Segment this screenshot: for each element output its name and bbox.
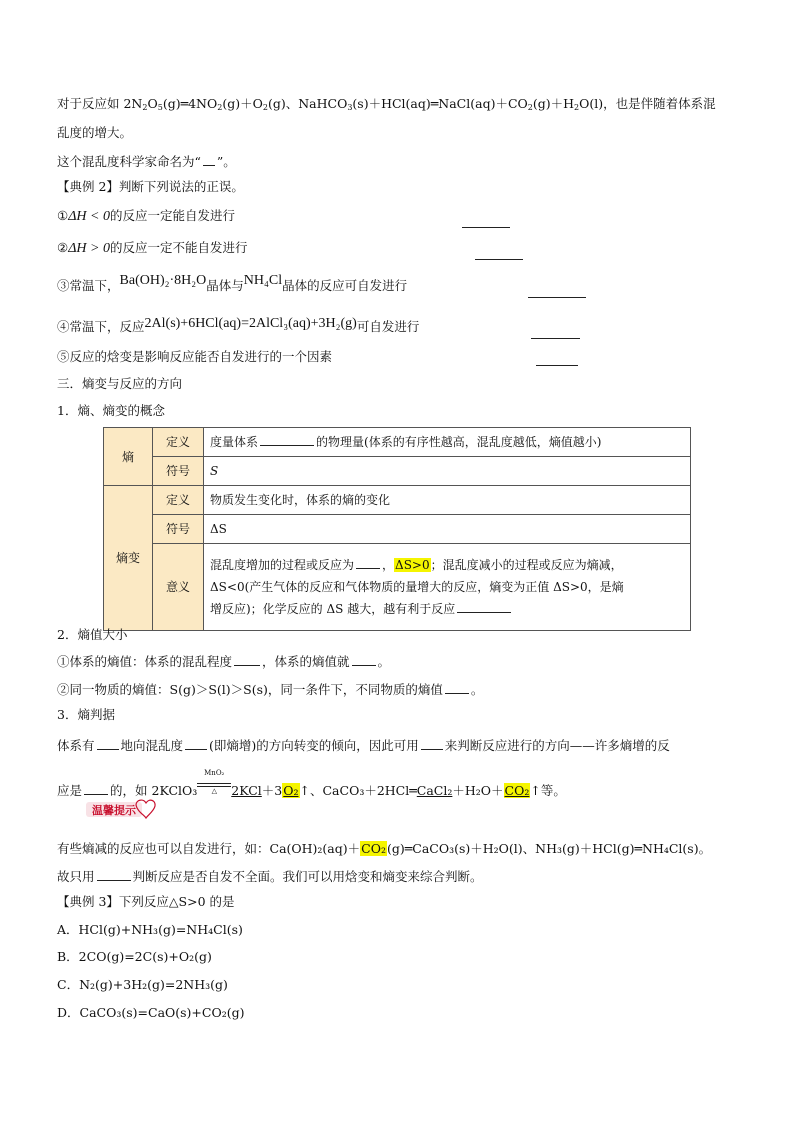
- intro-line-3: 这个混乱度科学家命名为“ ”。: [57, 154, 236, 169]
- table-row: [104, 428, 691, 457]
- entropy-label: 熵: [104, 428, 153, 486]
- table-row: [104, 515, 691, 544]
- section-3-sub-2: 2．熵值大小: [57, 627, 128, 642]
- answer-blank[interactable]: [445, 680, 469, 694]
- reaction-condition: MnO₂ △: [197, 764, 231, 795]
- example2-item-1: ①ΔH < 0的反应一定能自发进行: [57, 208, 236, 224]
- math-expression: ΔH > 0: [68, 241, 110, 256]
- entropy-value-item-2: ②同一物质的熵值：S(g)＞S(l)＞S(s)，同一条件下，不同物质的熵值 。: [57, 682, 484, 697]
- example2-title: 【典例 2】判断下列说法的正误。: [57, 179, 244, 194]
- entropy-change-meaning: [204, 544, 691, 631]
- heart-icon: [86, 796, 156, 822]
- highlight: ΔS>0: [395, 558, 430, 572]
- entropy-change-symbol: ΔS: [204, 515, 691, 544]
- option-d[interactable]: D．CaCO₃(s)=CaO(s)+CO₂(g): [57, 1005, 245, 1020]
- answer-blank[interactable]: [356, 555, 380, 569]
- entropy-value-item-1: ①体系的熵值：体系的混乱程度 ，体系的熵值就 。: [57, 654, 391, 669]
- intro-equation-2: $NaHCO_3(s)+HCl(aq)═NaCl(aq)+CO_2(g)+H_2O(l)$: [298, 96, 604, 112]
- section-3-sub-3: 3．熵判据: [57, 707, 115, 722]
- answer-blank[interactable]: [84, 781, 108, 795]
- option-c[interactable]: C．N₂(g)+3H₂(g)=2NH₃(g): [57, 977, 228, 992]
- section-3-sub-1: 1．熵、熵变的概念: [57, 403, 165, 418]
- highlight: CO₂: [504, 783, 530, 798]
- example2-item-5: ⑤反应的焓变是影响反应能否自发进行的一个因素: [57, 349, 333, 364]
- entropy-concept-table: [103, 427, 691, 631]
- table-row: [104, 457, 691, 486]
- row-label: 意义: [153, 544, 204, 631]
- answer-blank[interactable]: [203, 152, 215, 166]
- answer-line-3[interactable]: [528, 296, 586, 298]
- example2-item-3: ③常温下，Ba(OH)₂·8H₂O晶体与NH₄Cl晶体的反应可自发进行: [57, 273, 408, 293]
- row-label: 定义: [153, 428, 204, 457]
- entropy-change-definition: 物质发生变化时，体系的熵的变化: [204, 486, 691, 515]
- entropy-change-label: 熵变: [104, 486, 153, 631]
- answer-line-4[interactable]: [531, 337, 580, 339]
- section-3-title: 三．熵变与反应的方向: [57, 376, 183, 391]
- example2-item-2: ②ΔH > 0的反应一定不能自发进行: [57, 240, 248, 256]
- answer-blank[interactable]: [97, 867, 131, 881]
- answer-line-2[interactable]: [475, 258, 523, 260]
- math-expression: Ba(OH)₂·8H₂O: [119, 273, 207, 288]
- intro-line-1: 对于反应如 $2N_2O_5(g)═4NO_2(g)+O_2(g)$、$NaHCO_3(s)+HCl(aq)═NaCl(aq)+CO_2(g)+H_2O(l)$，也是伴随着体系混: [57, 96, 716, 112]
- answer-blank[interactable]: [234, 652, 260, 666]
- highlight: O₂: [283, 783, 299, 798]
- meaning-line-1: 混乱度增加的过程或反应为 ，ΔS>0；混乱度减小的过程或反应为熵减，: [210, 554, 684, 576]
- answer-blank[interactable]: [97, 736, 119, 750]
- option-a[interactable]: A．HCl(g)+NH₃(g)=NH₄Cl(s): [57, 922, 243, 937]
- math-expression: NH₄Cl: [243, 273, 283, 288]
- table-row: [104, 486, 691, 515]
- intro-equation-1: $2N_2O_5(g)═4NO_2(g)+O_2(g)$: [123, 96, 286, 112]
- answer-blank[interactable]: [421, 736, 443, 750]
- tip-line-2: 故只用 判断反应是否自发不全面。我们可以用焓变和熵变来综合判断。: [57, 869, 483, 884]
- option-b[interactable]: B．2CO(g)=2C(s)+O₂(g): [57, 949, 212, 964]
- answer-blank[interactable]: [185, 736, 207, 750]
- table-row: [104, 544, 691, 631]
- highlight: CO₂: [361, 841, 386, 856]
- entropy-criterion-line-2: 应是 的，如 2KClO₃MnO₂ △ 2KCl＋3O₂↑、CaCO₃＋2HCl═CaCl₂＋H₂O＋CO₂↑等。: [57, 764, 566, 800]
- math-expression: ΔH < 0: [68, 209, 110, 224]
- math-expression: 2Al(s)+6HCl(aq)=2AlCl₃(aq)+3H₂(g): [144, 316, 357, 331]
- entropy-definition: 度量体系 的物理量(体系的有序性越高，混乱度越低，熵值越小): [204, 428, 691, 457]
- tip-badge: [86, 796, 156, 822]
- example3-title: 【典例 3】下列反应△S>0 的是: [57, 894, 235, 909]
- answer-line-1[interactable]: [462, 226, 510, 228]
- intro-line-2: 乱度的增大。: [57, 125, 133, 140]
- row-label: 符号: [153, 515, 204, 544]
- entropy-symbol: S: [204, 457, 691, 486]
- entropy-criterion-line-1: 体系有 地向混乱度 (即熵增)的方向转变的倾向，因此可用 来判断反应进行的方向——许多熵增的反: [57, 738, 670, 753]
- answer-line-5[interactable]: [536, 364, 578, 366]
- example2-item-4: ④常温下，反应2Al(s)+6HCl(aq)=2AlCl₃(aq)+3H₂(g)可自发进行: [57, 316, 420, 334]
- row-label: 定义: [153, 486, 204, 515]
- meaning-line-3: 增反应)；化学反应的 ΔS 越大，越有利于反应: [210, 598, 684, 620]
- answer-blank[interactable]: [352, 652, 376, 666]
- row-label: 符号: [153, 457, 204, 486]
- answer-blank[interactable]: [457, 599, 511, 613]
- tip-line-1: 有些熵减的反应也可以自发进行，如：Ca(OH)₂(aq)＋CO₂(g)═CaCO₃(s)＋H₂O(l)、NH₃(g)＋HCl(g)═NH₄Cl(s)。: [57, 841, 712, 856]
- answer-blank[interactable]: [260, 432, 314, 446]
- meaning-line-2: ΔS<0(产生气体的反应和气体物质的量增大的反应，熵变为正值 ΔS>0，是熵: [210, 580, 624, 594]
- tip-badge-text: 温馨提示: [92, 804, 136, 817]
